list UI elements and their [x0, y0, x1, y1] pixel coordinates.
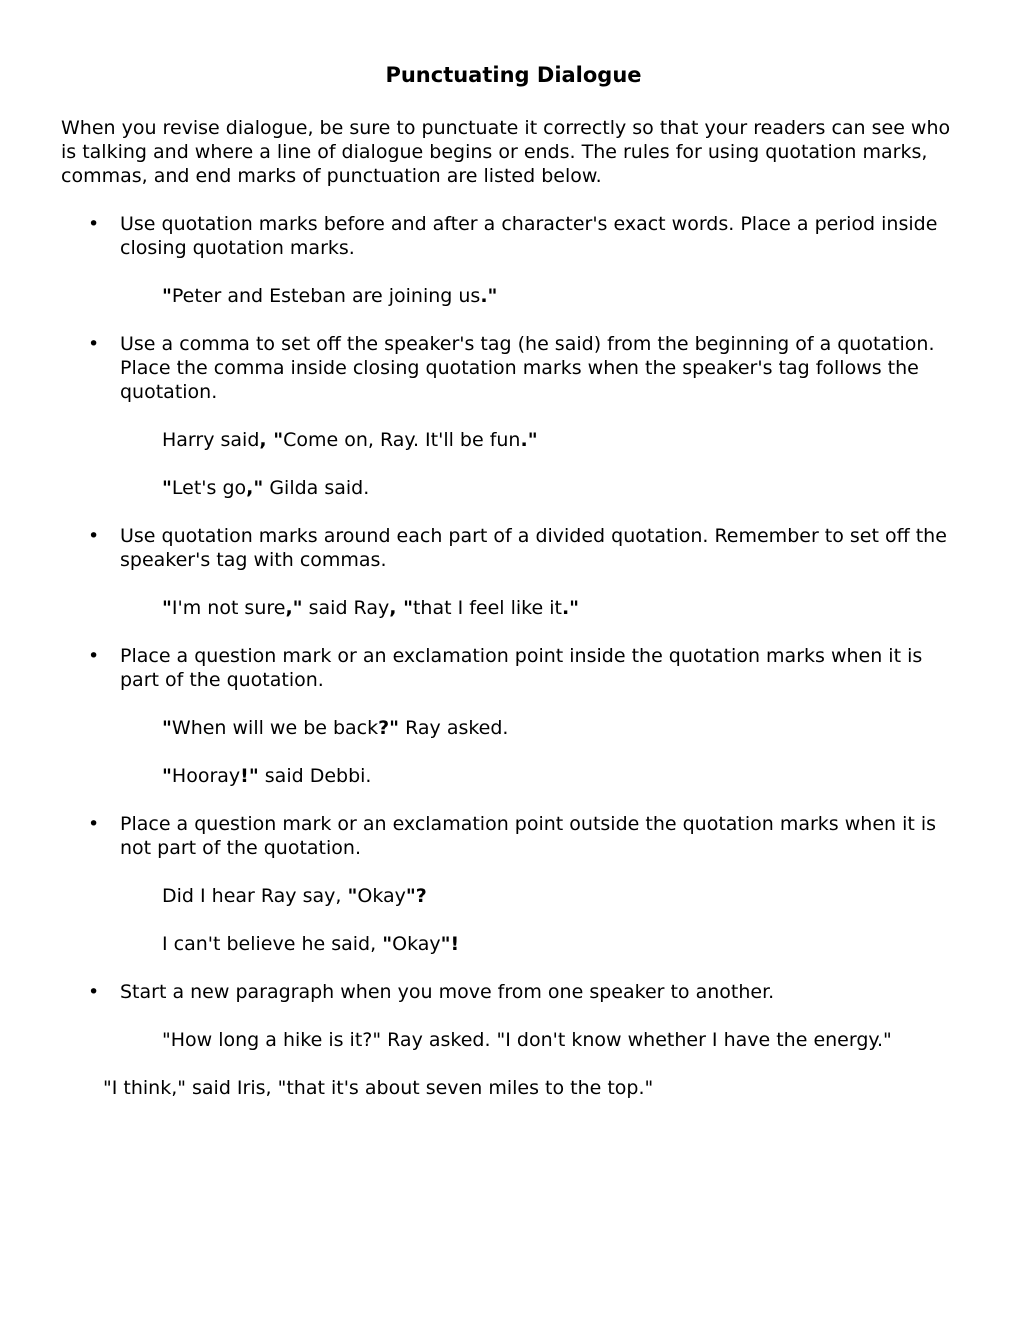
- example-text: Gilda said.: [263, 477, 370, 499]
- example-sentence: [162, 884, 966, 908]
- punctuation-mark: ?": [378, 717, 400, 739]
- example-text: Okay: [392, 933, 441, 955]
- closing-paragraph: "I think," said Iris, "that it's about seven miles to the top.": [103, 1077, 654, 1099]
- punctuation-mark: ": [162, 477, 172, 499]
- punctuation-mark: .": [561, 597, 580, 619]
- bullet-icon: •: [88, 525, 100, 547]
- example-sentence: [162, 476, 966, 500]
- bullet-icon: •: [88, 645, 100, 667]
- rule-item: [61, 980, 966, 1052]
- rule-text: Use a comma to set off the speaker's tag (he said) from the beginning of a quotation. Place the comma inside closing quotation marks when the speaker's tag follows the quotation.: [120, 333, 935, 403]
- example-text: Harry said: [162, 429, 260, 451]
- example-text: said Ray: [302, 597, 390, 619]
- example-text: When will we be back: [171, 717, 379, 739]
- punctuation-mark: ": [382, 933, 393, 955]
- punctuation-mark: ": [162, 717, 172, 739]
- example-text: I'm not sure: [171, 597, 286, 619]
- bullet-icon: •: [88, 333, 100, 355]
- bullet-icon: •: [88, 981, 100, 1003]
- intro-paragraph: When you revise dialogue, be sure to punctuate it correctly so that your readers can see who is talking and where a line of dialogue begins or ends. The rules for using quotation marks, commas, and end marks of punctuation are listed below.: [61, 117, 951, 187]
- example-sentence: [162, 284, 966, 308]
- example-text: Let's go: [171, 477, 247, 499]
- example-sentence: [162, 428, 966, 452]
- punctuation-mark: ": [347, 885, 358, 907]
- punctuation-mark: ": [162, 285, 172, 307]
- punctuation-mark: , ": [259, 429, 284, 451]
- punctuation-mark: "!: [440, 933, 460, 955]
- example-text: "How long a hike is it?" Ray asked. "I don't know whether I have the energy.": [162, 1029, 892, 1051]
- rule-text: Use quotation marks around each part of a divided quotation. Remember to set off the speaker's tag with commas.: [120, 525, 947, 571]
- example-sentence: [162, 764, 966, 788]
- punctuation-mark: ,": [285, 597, 303, 619]
- punctuation-mark: !": [240, 765, 259, 787]
- page-title: Punctuating Dialogue: [385, 63, 642, 87]
- example-text: Ray asked.: [399, 717, 509, 739]
- punctuation-mark: ": [162, 765, 172, 787]
- document-page: [61, 60, 966, 1100]
- example-text: Peter and Esteban are joining us: [171, 285, 481, 307]
- example-text: Did I hear Ray say,: [162, 885, 348, 907]
- punctuation-mark: "?: [405, 885, 427, 907]
- example-sentence: [162, 1028, 966, 1052]
- example-text: said Debbi.: [258, 765, 372, 787]
- example-sentence: [162, 932, 966, 956]
- rule-text: Use quotation marks before and after a character's exact words. Place a period inside closing quotation marks.: [120, 213, 938, 259]
- rule-text: Start a new paragraph when you move from one speaker to another.: [120, 981, 775, 1003]
- bullet-icon: •: [88, 213, 100, 235]
- rule-item: [61, 332, 966, 500]
- punctuation-mark: ,": [246, 477, 264, 499]
- punctuation-mark: , ": [389, 597, 413, 619]
- rule-item: [61, 212, 966, 308]
- example-text: Okay: [357, 885, 406, 907]
- example-text: I can't believe he said,: [162, 933, 383, 955]
- bullet-icon: •: [88, 813, 100, 835]
- rule-item: [61, 644, 966, 788]
- rule-text: Place a question mark or an exclamation point outside the quotation marks when it is not part of the quotation.: [120, 813, 937, 859]
- punctuation-mark: .": [480, 285, 498, 307]
- punctuation-mark: .": [520, 429, 538, 451]
- example-text: Come on, Ray. It'll be fun: [283, 429, 521, 451]
- example-text: Hooray: [171, 765, 241, 787]
- rule-item: [61, 524, 966, 620]
- example-sentence: [162, 596, 966, 620]
- rule-text: Place a question mark or an exclamation point inside the quotation marks when it is part of the quotation.: [120, 645, 923, 691]
- rules-list: [61, 212, 966, 1052]
- example-text: that I feel like it: [412, 597, 562, 619]
- example-sentence: [162, 716, 966, 740]
- punctuation-mark: ": [162, 597, 172, 619]
- rule-item: [61, 812, 966, 956]
